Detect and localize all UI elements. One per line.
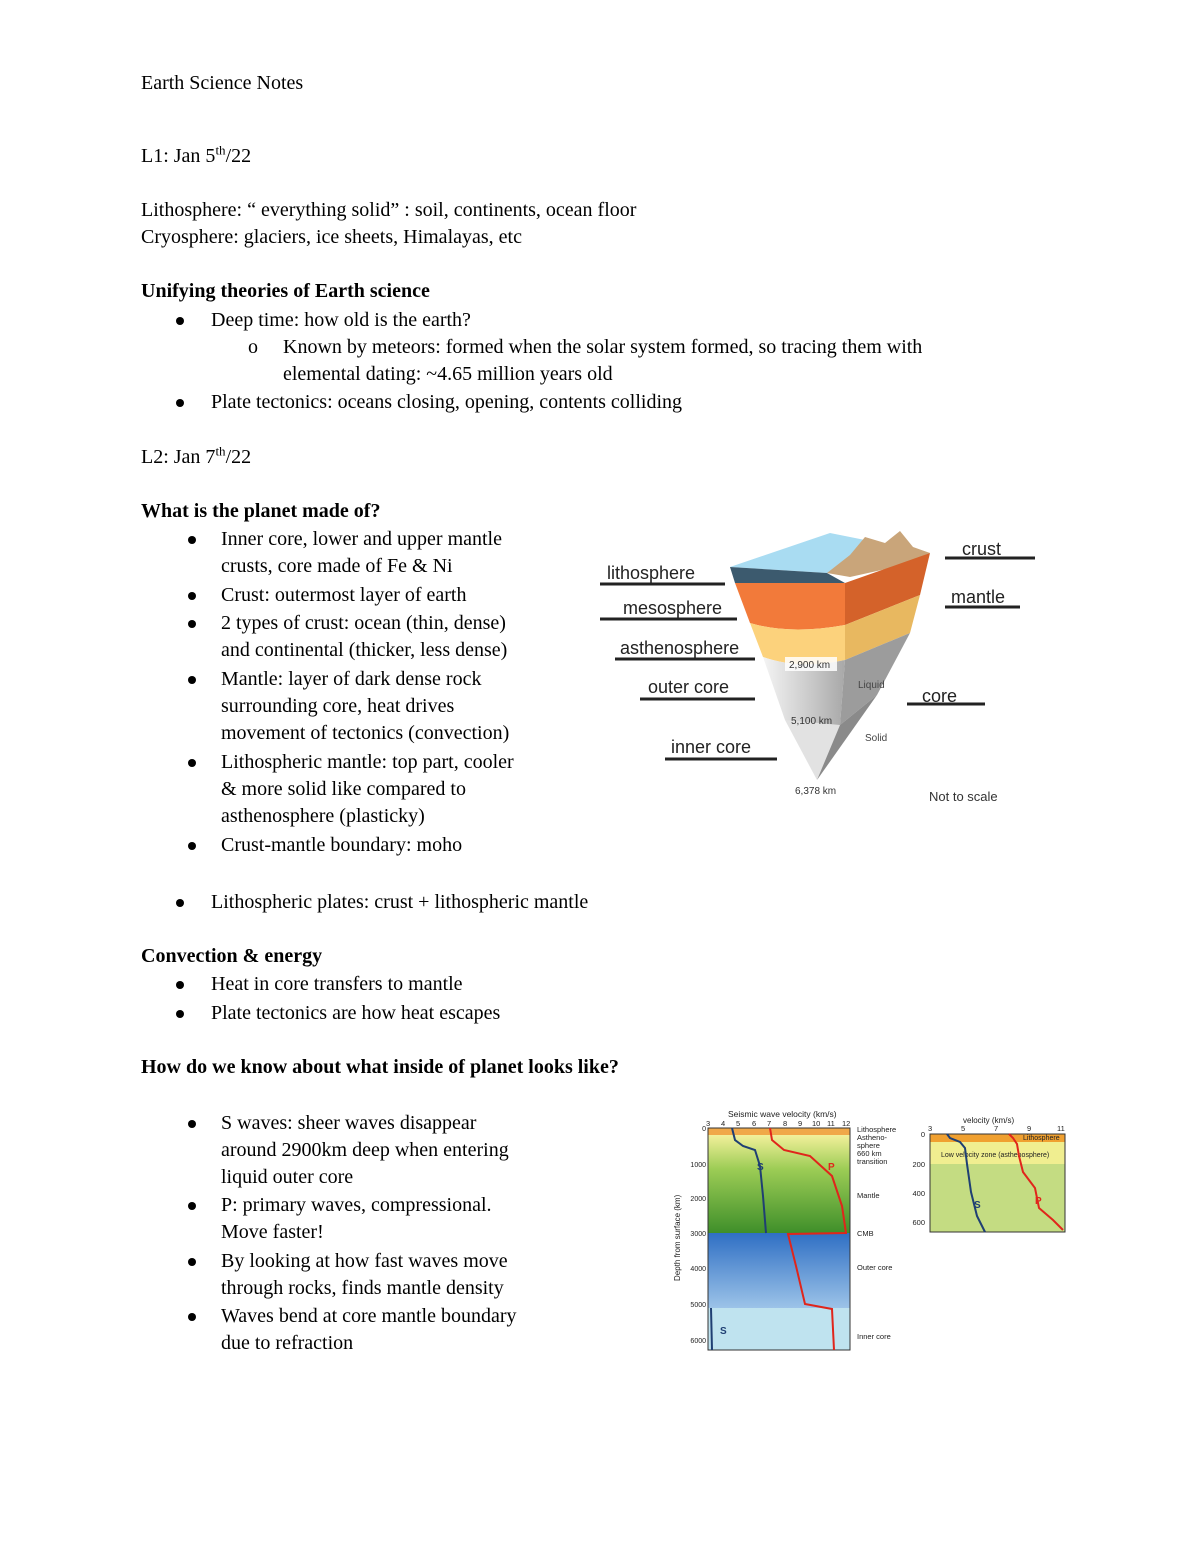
- label-crust: crust: [962, 539, 1002, 559]
- bullet-dot: [176, 399, 184, 407]
- s-wave-inner-curve: [711, 1308, 712, 1350]
- bullet-dot: [188, 759, 196, 767]
- y-tick: 2000: [690, 1196, 706, 1203]
- bullet-dot: [188, 1202, 196, 1210]
- bullet-dot: [188, 620, 196, 628]
- lower-band: [930, 1164, 1065, 1232]
- bullet-crust-types-2: and continental (thicker, less dense): [221, 639, 508, 661]
- depth-2900: 2,900 km: [789, 660, 831, 671]
- bullet-lith-mantle-2: & more solid like compared to: [221, 778, 466, 800]
- bullet-s-waves-3: liquid outer core: [221, 1166, 354, 1188]
- x-tick: 7: [994, 1124, 999, 1133]
- heading-convection: Convection & energy: [141, 945, 323, 967]
- x-tick: 5: [736, 1119, 741, 1128]
- bullet-dot: [176, 317, 184, 325]
- doc-title: Earth Science Notes: [141, 72, 304, 94]
- x-tick: 3: [928, 1124, 933, 1133]
- layer-label: transition: [857, 1157, 888, 1166]
- lecture2-date: L2: Jan 7th/22: [141, 443, 252, 468]
- bullet-heat-escape: Plate tectonics are how heat escapes: [211, 1002, 501, 1024]
- depth-5100: 5,100 km: [791, 716, 833, 727]
- state-solid: Solid: [865, 733, 888, 744]
- bullet-deep-time: Deep time: how old is the earth?: [211, 309, 471, 331]
- layer-label: Astheno-: [857, 1133, 888, 1142]
- x-tick: 3: [706, 1119, 711, 1128]
- seismic-layer-labels: [857, 1125, 896, 1341]
- bullet-inner-core-1: Inner core, lower and upper mantle: [221, 528, 502, 550]
- not-to-scale-note: Not to scale: [929, 789, 998, 804]
- bullet-p-waves-2: Move faster!: [221, 1221, 324, 1243]
- layer-label: Inner core: [857, 1332, 891, 1341]
- seismic-y-label: Depth from surface (km): [673, 1194, 682, 1281]
- y-tick: 200: [912, 1160, 925, 1169]
- y-tick: 5000: [690, 1302, 706, 1309]
- bullet-dot: [188, 536, 196, 544]
- bullet-moho: Crust-mantle boundary: moho: [221, 834, 463, 856]
- label-inner-core: inner core: [671, 737, 752, 757]
- bullet-crust: Crust: outermost layer of earth: [221, 584, 467, 606]
- y-tick: 600: [912, 1218, 925, 1227]
- x-tick: 6: [752, 1119, 757, 1128]
- bullet-wave-speed-1: By looking at how fast waves move: [221, 1250, 508, 1272]
- bullet-s-waves-1: S waves: sheer waves disappear: [221, 1112, 477, 1134]
- layer-label: CMB: [857, 1229, 874, 1238]
- x-tick: 10: [812, 1119, 821, 1128]
- sub-bullet-marker: o: [248, 336, 258, 358]
- seismic-velocity-chart: [660, 1106, 920, 1354]
- heading-planet-made-of: What is the planet made of?: [141, 500, 381, 522]
- p-wave-label: P: [1035, 1196, 1042, 1207]
- s-wave-label: S: [757, 1162, 764, 1173]
- x-tick: 5: [961, 1124, 966, 1133]
- bullet-inner-core-2: crusts, core made of Fe & Ni: [221, 555, 453, 577]
- bullet-dot: [188, 592, 196, 600]
- x-tick: 9: [1027, 1124, 1032, 1133]
- x-tick: 11: [1057, 1124, 1065, 1133]
- lithosphere-band: [708, 1128, 850, 1135]
- bullet-dot: [188, 1313, 196, 1321]
- bullet-lith-mantle-1: Lithospheric mantle: top part, cooler: [221, 751, 514, 773]
- bullet-wave-speed-2: through rocks, finds mantle density: [221, 1277, 504, 1299]
- bullet-lith-plates: Lithospheric plates: crust + lithospheric mantle: [211, 891, 589, 913]
- layer-label: 660 km: [857, 1149, 882, 1158]
- y-tick: 0: [920, 1130, 925, 1139]
- bullet-refraction-1: Waves bend at core mantle boundary: [221, 1305, 517, 1327]
- y-tick: 1000: [690, 1162, 706, 1169]
- y-tick: 0: [702, 1126, 706, 1133]
- y-tick: 400: [912, 1189, 925, 1198]
- label-lithosphere: lithosphere: [607, 563, 696, 583]
- label-mantle: mantle: [951, 587, 1006, 607]
- cryosphere-def: Cryosphere: glaciers, ice sheets, Himalayas, etc: [141, 226, 522, 248]
- lithosphere-def: Lithosphere: “ everything solid” : soil, continents, ocean floor: [141, 199, 637, 221]
- bullet-mantle-2: surrounding core, heat drives: [221, 695, 455, 717]
- bullet-dot: [176, 899, 184, 907]
- bullet-s-waves-2: around 2900km deep when entering: [221, 1139, 509, 1161]
- velocity-y-ticks: [912, 1130, 925, 1227]
- state-liquid: Liquid: [858, 680, 885, 691]
- bullet-dot: [188, 1258, 196, 1266]
- mantle-orange: [735, 583, 845, 630]
- bullet-dot: [188, 842, 196, 850]
- bullet-refraction-2: due to refraction: [221, 1332, 354, 1354]
- bullet-dot: [188, 676, 196, 684]
- depth-6378: 6,378 km: [795, 786, 837, 797]
- earth-layers-diagram: [595, 525, 1050, 815]
- bullet-heat-core: Heat in core transfers to mantle: [211, 973, 463, 995]
- x-tick: 11: [827, 1119, 835, 1128]
- bullet-mantle-3: movement of tectonics (convection): [221, 722, 510, 744]
- x-tick: 4: [721, 1119, 726, 1128]
- s-wave-label: S: [720, 1326, 727, 1337]
- sub-bullet-meteors-2: elemental dating: ~4.65 million years old: [283, 363, 613, 385]
- x-tick: 9: [798, 1119, 803, 1128]
- sub-bullet-meteors-1: Known by meteors: formed when the solar system formed, so tracing them with: [283, 336, 923, 358]
- label-mesosphere: mesosphere: [623, 598, 723, 618]
- bullet-dot: [176, 1010, 184, 1018]
- bullet-crust-types-1: 2 types of crust: ocean (thin, dense): [221, 612, 506, 634]
- seismic-chart-title: Seismic wave velocity (km/s): [728, 1109, 837, 1119]
- lvz-label: Low velocity zone (asthenosphere): [941, 1152, 1050, 1159]
- layer-label: sphere: [857, 1141, 880, 1150]
- bullet-lith-mantle-3: asthenosphere (plasticky): [221, 805, 425, 827]
- layer-label: Mantle: [857, 1191, 880, 1200]
- bullet-plate-tectonics: Plate tectonics: oceans closing, opening, contents colliding: [211, 391, 683, 413]
- seismic-y-ticks: [690, 1126, 706, 1345]
- bullet-dot: [188, 1120, 196, 1128]
- p-wave-label: P: [828, 1162, 835, 1173]
- y-tick: 6000: [690, 1338, 706, 1345]
- velocity-chart-title: velocity (km/s): [963, 1116, 1015, 1125]
- label-core: core: [922, 686, 958, 706]
- mantle-band: [708, 1135, 850, 1233]
- seismic-x-ticks: [706, 1119, 850, 1128]
- outer-core-band: [708, 1233, 850, 1308]
- bullet-mantle-1: Mantle: layer of dark dense rock: [221, 668, 482, 690]
- x-tick: 7: [767, 1119, 772, 1128]
- layer-label: Outer core: [857, 1263, 893, 1272]
- x-tick: 12: [842, 1119, 851, 1128]
- label-asthenosphere: asthenosphere: [620, 638, 740, 658]
- heading-how-do-we-know: How do we know about what inside of planet looks like?: [141, 1056, 619, 1078]
- upper-mantle-velocity-chart: [905, 1112, 1070, 1237]
- s-wave-label: S: [974, 1200, 981, 1211]
- velocity-x-ticks: [928, 1124, 1065, 1133]
- layer-label: Lithosphere: [857, 1125, 897, 1134]
- bullet-dot: [176, 981, 184, 989]
- heading-unifying-theories: Unifying theories of Earth science: [141, 280, 430, 302]
- x-tick: 8: [783, 1119, 788, 1128]
- bullet-p-waves-1: P: primary waves, compressional.: [221, 1194, 492, 1216]
- inner-core-band: [708, 1308, 850, 1350]
- y-tick: 4000: [690, 1266, 706, 1273]
- lithosphere-label: Lithosphere: [1023, 1135, 1060, 1142]
- label-outer-core: outer core: [648, 677, 730, 697]
- y-tick: 3000: [690, 1231, 706, 1238]
- lecture1-date: L1: Jan 5th/22: [141, 142, 252, 167]
